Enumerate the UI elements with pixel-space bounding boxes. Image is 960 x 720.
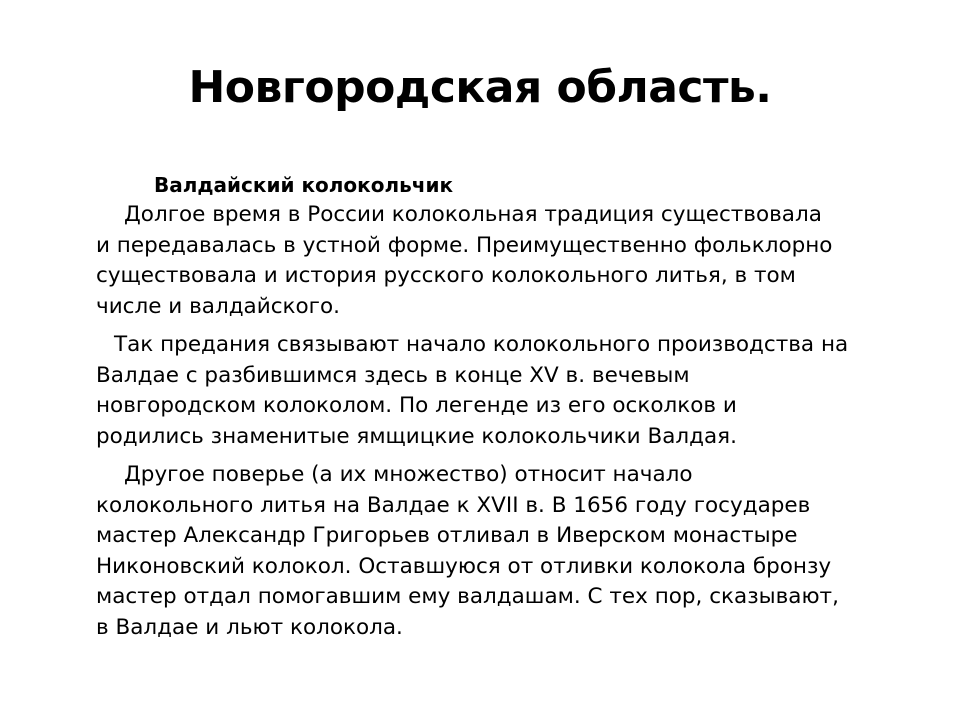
paragraph-1 xyxy=(96,200,906,322)
paragraph-line: Никоновский колокол. Оставшуюся от отливки колокола бронзу xyxy=(96,553,832,579)
paragraph-line: Так предания связывают начало колокольного производства на xyxy=(114,332,849,357)
paragraph-line: Валдае с разбившимся здесь в конце XV в. вечевым xyxy=(96,362,690,388)
paragraph-line: мастер отдал помогавшим ему валдашам. С тех пор, сказывают, xyxy=(96,584,839,609)
paragraph-line: в Валдае и льют колокола. xyxy=(96,614,403,640)
paragraph-line: родились знаменитые ямщицкие колокольчики Валдая. xyxy=(96,423,737,449)
paragraph-line: и передавалась в устной форме. Преимущественно фольклорно xyxy=(96,232,833,258)
paragraph-line: Долгое время в России колокольная традиция существовала xyxy=(124,202,822,227)
paragraph-3 xyxy=(96,460,906,643)
paragraph-line: числе и валдайского. xyxy=(96,293,340,319)
section-subtitle: Валдайский колокольчик xyxy=(154,173,454,197)
paragraph-line: Другое поверье (а их множество) относит начало xyxy=(124,462,693,487)
slide-title: Новгородская область. xyxy=(188,62,772,113)
slide-body xyxy=(96,170,906,651)
paragraph-line: существовала и история русского колокольного литья, в том xyxy=(96,263,796,288)
paragraph-line: новгородском колоколом. По легенде из его осколков и xyxy=(96,393,737,418)
paragraph-line: колокольного литья на Валдае к XVII в. В 1656 году государев xyxy=(96,492,811,518)
paragraph-line: мастер Александр Григорьев отливал в Иверском монастыре xyxy=(96,523,798,548)
paragraph-2 xyxy=(96,330,906,452)
